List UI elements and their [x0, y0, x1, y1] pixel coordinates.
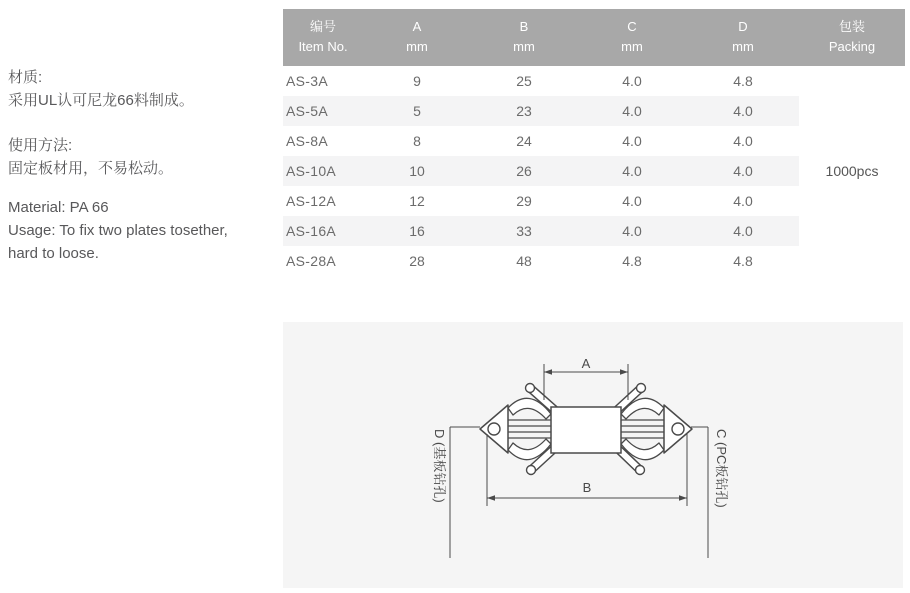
header-packing-en: Packing [828, 39, 876, 54]
header-d-label: D [738, 19, 748, 34]
header-d-unit: mm [732, 39, 754, 54]
header-c-unit: mm [621, 39, 643, 54]
cell-b: 24 [516, 133, 532, 149]
cell-a: 5 [413, 103, 421, 119]
packing-value-cell: 1000pcs [825, 163, 879, 179]
product-notes [8, 66, 280, 265]
part-diagram-svg [283, 322, 903, 588]
header-a-label: A [412, 19, 422, 34]
cell-b: 26 [516, 163, 532, 179]
cell-c: 4.0 [622, 103, 642, 119]
table-row [283, 126, 799, 156]
usage-en-line1: Usage: To fix two plates tosether, [8, 222, 228, 239]
dim-a-arrow-left [544, 369, 552, 374]
header-a-unit: mm [406, 39, 428, 54]
column-header-item-no [283, 17, 363, 66]
material-text-cn: 采用UL认可尼龙66料制成。 [8, 92, 194, 109]
column-header-b [471, 17, 577, 66]
header-b-unit: mm [513, 39, 535, 54]
side-label-d: D (基板钻孔) [432, 429, 447, 503]
cell-a: 28 [409, 253, 425, 269]
cell-a: 9 [413, 73, 421, 89]
cell-item: AS-3A [286, 73, 328, 89]
cell-c: 4.0 [622, 163, 642, 179]
cell-b: 48 [516, 253, 532, 269]
cell-d: 4.8 [733, 253, 753, 269]
cell-d: 4.0 [733, 133, 753, 149]
leader-d [450, 427, 480, 558]
column-header-d [687, 17, 799, 66]
cell-c: 4.0 [622, 223, 642, 239]
material-en: Material: PA 66 [8, 199, 109, 216]
cell-d: 4.8 [733, 73, 753, 89]
arm-tip-bottom-right [636, 466, 645, 475]
cell-item: AS-12A [286, 193, 337, 209]
arm-tip-top-left [526, 384, 535, 393]
header-item-cn: 编号 [309, 19, 336, 34]
cell-c: 4.0 [622, 133, 642, 149]
header-b-label: B [519, 19, 529, 34]
header-c-label: C [627, 19, 637, 34]
cell-d: 4.0 [733, 223, 753, 239]
spec-table [283, 9, 905, 276]
arm-tip-bottom-left [527, 466, 536, 475]
cell-d: 4.0 [733, 193, 753, 209]
table-row [283, 96, 799, 126]
cell-item: AS-28A [286, 253, 337, 269]
column-header-c [577, 17, 687, 66]
table-header-row [283, 9, 905, 66]
cell-a: 8 [413, 133, 421, 149]
dim-b-arrow-right [679, 495, 687, 500]
column-header-packing [799, 17, 905, 66]
table-row [283, 186, 799, 216]
part-diagram-panel [283, 322, 903, 588]
cell-a: 10 [409, 163, 425, 179]
dim-a-arrow-right [620, 369, 628, 374]
usage-label-cn: 使用方法: [8, 137, 73, 154]
header-item-en: Item No. [298, 39, 348, 54]
cell-d: 4.0 [733, 163, 753, 179]
table-body [283, 66, 905, 276]
cell-c: 4.0 [622, 193, 642, 209]
side-label-c: C (PC板钻孔) [714, 429, 729, 508]
dim-b-label: B [582, 480, 592, 495]
cell-b: 29 [516, 193, 532, 209]
cell-c: 4.8 [622, 253, 642, 269]
dim-b-arrow-left [487, 495, 495, 500]
table-row [283, 216, 799, 246]
material-label-cn: 材质: [8, 69, 43, 86]
dim-a-label: A [581, 356, 591, 371]
cell-a: 16 [409, 223, 425, 239]
arm-tip-top-right [637, 384, 646, 393]
table-row [283, 246, 799, 276]
part-body [551, 407, 621, 453]
table-row [283, 156, 799, 186]
dimensions [450, 364, 708, 558]
cell-d: 4.0 [733, 103, 753, 119]
cell-item: AS-10A [286, 163, 337, 179]
usage-en-line2: hard to loose. [8, 245, 99, 262]
cell-b: 33 [516, 223, 532, 239]
leader-c [691, 427, 708, 558]
header-packing-cn: 包装 [838, 19, 865, 34]
cell-a: 12 [409, 193, 425, 209]
head-hole-left [488, 423, 500, 435]
head-hole-right [672, 423, 684, 435]
cell-item: AS-16A [286, 223, 337, 239]
part-drawing [480, 384, 692, 475]
cell-c: 4.0 [622, 73, 642, 89]
cell-item: AS-5A [286, 103, 328, 119]
cell-b: 25 [516, 73, 532, 89]
cell-item: AS-8A [286, 133, 328, 149]
table-row [283, 66, 799, 96]
cell-b: 23 [516, 103, 532, 119]
usage-text-cn: 固定板材用，不易松动。 [8, 160, 174, 177]
column-header-a [363, 17, 471, 66]
